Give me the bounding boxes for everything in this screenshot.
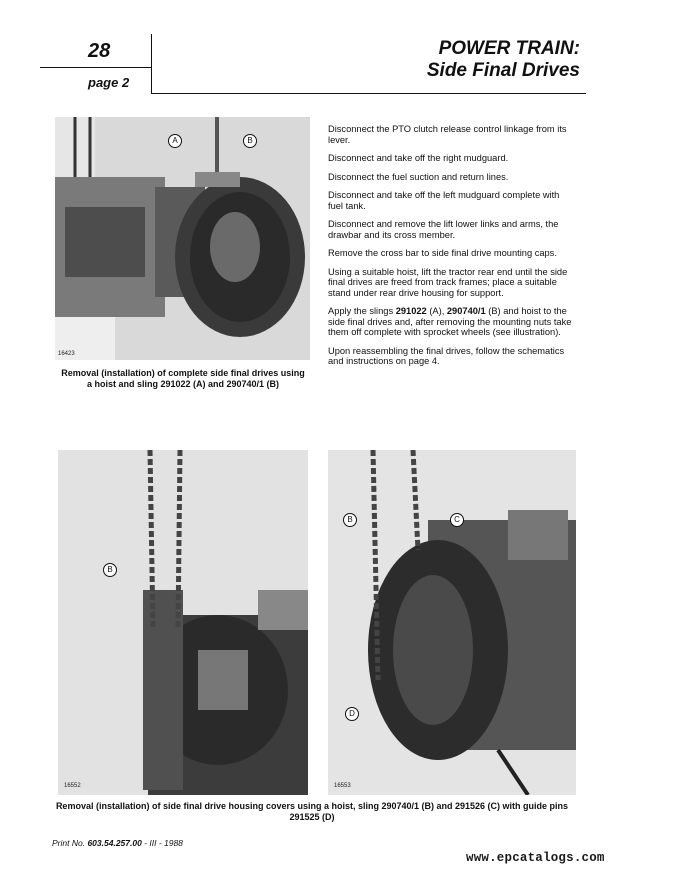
step-3: Disconnect the fuel suction and return lines. xyxy=(328,171,509,182)
figure-3-photo xyxy=(328,450,576,795)
figures-2-3-caption: Removal (installation) of side final drive housing covers using a hoist, sling 290740/1 (B) and 291526 (C) with guide pins 291525 (D) xyxy=(55,801,569,822)
figure-2-photo xyxy=(58,450,308,795)
housing-cover-illustration-right xyxy=(328,450,576,795)
figure-number: 16553 xyxy=(334,783,351,789)
section-subtitle: Side Final Drives xyxy=(426,60,580,81)
step-8-text: (B) and hoist to the side final drives and, after removing the mounting nuts take them off complete with sprocket wheels (see illustration). xyxy=(328,306,572,337)
step-8-text: (A), xyxy=(426,306,447,316)
housing-cover-illustration-left xyxy=(58,450,308,795)
step-5: Disconnect and remove the lift lower links and arms, the drawbar and its cross member. xyxy=(328,219,559,240)
callout-d: D xyxy=(345,707,359,721)
tool-291022: 291022 xyxy=(395,306,427,316)
page-number: 28 xyxy=(88,40,111,62)
callout-a: A xyxy=(168,134,182,148)
step-9: Upon reassembling the final drives, follow the schematics and instructions on page 4. xyxy=(328,345,565,366)
step-7: Using a suitable hoist, lift the tractor rear end until the side final drives are freed from track frames; place a suitable stand under rear drive housing for support. xyxy=(328,266,568,298)
header-rule-bottom xyxy=(151,93,586,94)
step-4: Disconnect and take off the left mudguard complete with fuel tank. xyxy=(328,190,560,211)
watermark-url: www.epcatalogs.com xyxy=(466,851,605,865)
step-1: Disconnect the PTO clutch release control linkage from its lever. xyxy=(328,124,567,145)
header-rule-left xyxy=(40,67,151,68)
figure-1-photo xyxy=(55,117,310,360)
print-number xyxy=(52,838,183,848)
print-label: Print No. xyxy=(52,838,86,848)
figure-1-caption: Removal (installation) of complete side final drives using a hoist and sling 291022 (A) and 290740/1 (B) xyxy=(61,368,305,389)
callout-b: B xyxy=(103,563,117,577)
instruction-steps xyxy=(328,124,576,375)
section-title: POWER TRAIN: xyxy=(438,38,580,59)
figure-number: 16423 xyxy=(58,351,75,357)
header-divider-vertical xyxy=(151,34,152,94)
tool-290740-1: 290740/1 xyxy=(446,306,486,316)
callout-b: B xyxy=(243,134,257,148)
final-drive-illustration xyxy=(55,117,310,360)
callout-b: B xyxy=(343,513,357,527)
step-6: Remove the cross bar to side final drive mounting caps. xyxy=(328,248,557,258)
step-8-text: Apply the slings xyxy=(328,306,396,316)
figure-number: 16552 xyxy=(64,783,81,789)
print-code: 603.54.257.00 xyxy=(87,838,142,848)
callout-c: C xyxy=(450,513,464,527)
print-suffix: - III - 1988 xyxy=(141,838,183,848)
section-page-label: page 2 xyxy=(88,75,130,90)
step-2: Disconnect and take off the right mudguard. xyxy=(328,153,509,163)
step-8 xyxy=(328,306,576,338)
